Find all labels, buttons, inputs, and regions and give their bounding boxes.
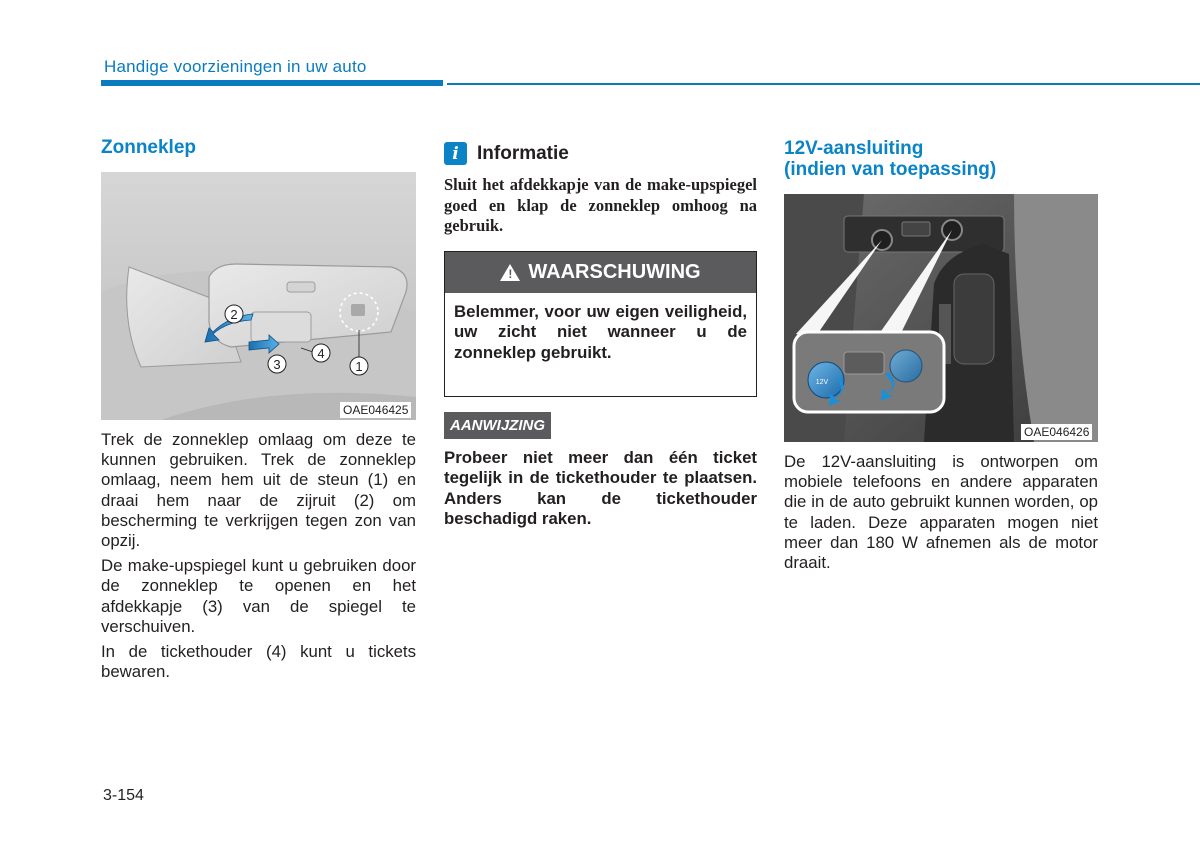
header-rule-thin: [447, 83, 1200, 85]
page-number: 3-154: [103, 787, 144, 804]
sun-visor-illustration: [101, 172, 416, 420]
info-header: [444, 142, 569, 165]
figure-code-left: OAE046425: [340, 402, 411, 418]
sun-visor-heading: Zonneklep: [101, 137, 197, 158]
sun-visor-paragraph-2: De make-upspiegel kunt u gebruiken door de zonneklep te openen en het afdekkapje (3) van de spiegel te verschuiven.: [101, 556, 416, 636]
info-title: Informatie: [477, 142, 569, 164]
inset-12v-label: 12V: [815, 379, 829, 386]
sun-visor-paragraph-3: In de tickethouder (4) kunt u tickets bewaren.: [101, 642, 416, 682]
callout-1: 1: [355, 359, 363, 374]
callout-2: 2: [230, 307, 238, 322]
notice-text: Probeer niet meer dan één ticket tegelijk in de tickethouder te plaatsen. Anders kan de tickethouder beschadigd raken.: [444, 448, 757, 528]
callout-3: 3: [273, 357, 281, 372]
sun-visor-drawing: [101, 172, 416, 420]
power-outlet-text: [784, 452, 1098, 578]
info-icon: i: [444, 142, 467, 165]
power-outlet-illustration: [784, 194, 1098, 442]
warning-header: [445, 252, 756, 293]
power-outlet-paragraph: De 12V-aansluiting is ontworpen om mobiele telefoons en andere apparaten die in de auto gebruikt kunnen worden, op te laden. Deze apparaten mogen niet meer dan 180 W afnemen als de motor draait.: [784, 452, 1098, 573]
power-outlet-heading-line-2: (indien van toepassing): [784, 159, 997, 180]
warning-triangle-icon: !: [500, 264, 520, 281]
callout-4: 4: [317, 346, 325, 361]
sun-visor-text: [101, 430, 416, 687]
warning-box: [444, 251, 757, 397]
power-outlet-drawing: [784, 194, 1098, 442]
section-header: Handige voorzieningen in uw auto: [104, 57, 367, 76]
warning-text: Belemmer, voor uw eigen veiligheid, uw zicht niet wanneer u de zonneklep gebruikt.: [454, 302, 747, 362]
info-text: Sluit het afdekkapje van de make-upspiegel goed en klap de zonneklep omhoog na gebruik.: [444, 175, 757, 235]
header-rule-thick: [101, 80, 443, 86]
power-outlet-heading-line-1: 12V-aansluiting: [784, 138, 924, 159]
power-outlet-heading: [784, 138, 996, 180]
notice-label: AANWIJZING: [444, 412, 551, 439]
figure-code-right: OAE046426: [1021, 424, 1092, 440]
sun-visor-paragraph-1: Trek de zonneklep omlaag om deze te kunnen gebruiken. Trek de zonneklep omlaag, neem hem uit de steun (1) en draai hem naar de zijruit (2) om bescherming te verkrijgen tegen zon van opzij.: [101, 430, 416, 551]
warning-title: WAARSCHUWING: [528, 261, 701, 283]
